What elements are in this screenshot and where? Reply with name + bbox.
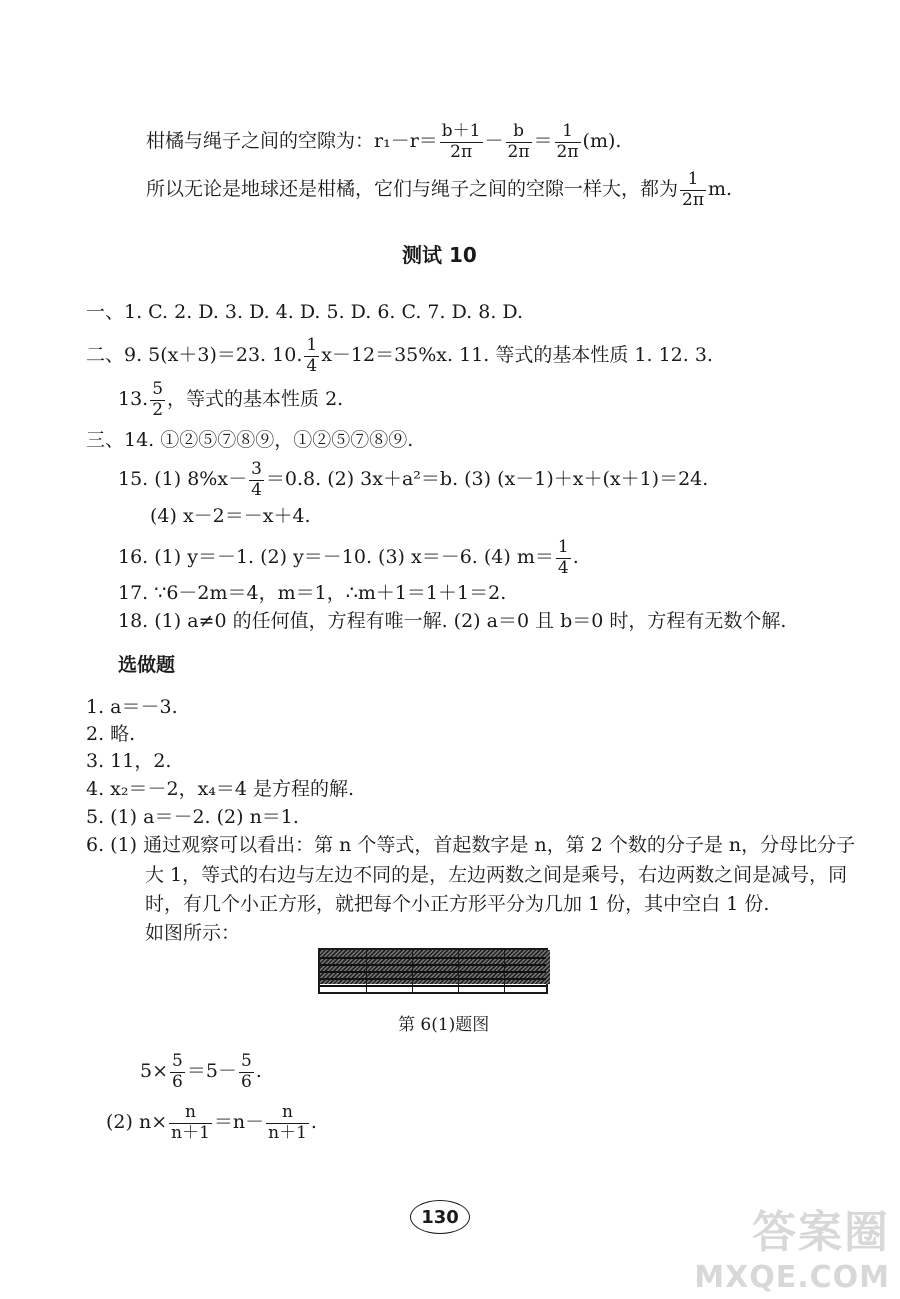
fraction: $\frac{1}{2\pi}$ <box>682 169 705 210</box>
answer-q17: 17. ∵6－2m＝4，m＝1，∴m＋1＝1＋1＝2. <box>118 582 507 604</box>
fraction: $\frac{b+1}{2\pi}$ <box>441 121 481 162</box>
fraction: $\frac{5}{6}$ <box>240 1051 252 1092</box>
shaded-squares-figure <box>318 948 548 994</box>
answer-part2: 二、9. 5(x＋3)＝23. 10. $\frac{1}{4}$ x－12＝35%x. 11. 等式的基本性质 1. 12. 3. <box>86 335 713 376</box>
optional-q4: 4. x₂＝－2，x₄＝4 是方程的解. <box>86 778 355 800</box>
intro-gap-formula: 柑橘与绳子之间的空隙为：r₁－r＝ $\frac{b+1}{2\pi}$ － $\frac{b}{2\pi}$ ＝ $\frac{1}{2\pi}$ (m). <box>146 121 622 162</box>
answer-q14: 三、14. ①②⑤⑦⑧⑨，①②⑤⑦⑧⑨. <box>86 429 414 451</box>
optional-q1: 1. a＝－3. <box>86 696 178 718</box>
optional-q3: 3. 11，2. <box>86 750 172 772</box>
fraction: $\frac{b}{2\pi}$ <box>507 121 530 162</box>
figure-caption: 第 6(1)题图 <box>398 1015 490 1035</box>
optional-q5: 5. (1) a＝－2. (2) n＝1. <box>86 806 299 828</box>
answer-q16: 16. (1) y＝－1. (2) y＝－10. (3) x＝－6. (4) m＝ $\frac{1}{4}$ . <box>118 537 579 578</box>
watermark: 答案圈 MXQE.COM <box>694 1207 890 1295</box>
fraction: $\frac{n}{n+1}$ <box>268 1102 307 1143</box>
fraction: $\frac{3}{4}$ <box>251 459 262 500</box>
answer-q18: 18. (1) a≠0 的任何值，方程有唯一解. (2) a＝0 且 b＝0 时，方程有无数个解. <box>118 610 787 632</box>
intro-conclusion: 所以无论是地球还是柑橘，它们与绳子之间的空隙一样大，都为 $\frac{1}{2\pi}$ m. <box>146 169 733 210</box>
optional-eq1: 5× $\frac{5}{6}$ ＝5－ $\frac{5}{6}$ . <box>140 1051 262 1092</box>
fraction: $\frac{n}{n+1}$ <box>171 1102 210 1143</box>
fraction: $\frac{1}{4}$ <box>557 537 569 578</box>
answer-part1: 一、1. C. 2. D. 3. D. 4. D. 5. D. 6. C. 7. D. 8. D. <box>86 301 523 323</box>
optional-q6-line4: 如图所示： <box>145 922 241 944</box>
answer-q15: 15. (1) 8%x－ $\frac{3}{4}$ ＝0.8. (2) 3x＋a²＝b. (3) (x－1)＋x＋(x＋1)＝24. <box>118 459 709 500</box>
fraction: $\frac{1}{2\pi}$ <box>556 121 579 162</box>
page-number: 130 <box>410 1200 470 1234</box>
fraction: $\frac{1}{4}$ <box>306 335 318 376</box>
section-title: 测试 10 <box>402 243 477 267</box>
answer-q15-4: (4) x－2＝－x＋4. <box>150 505 311 527</box>
answer-q13: 13. $\frac{5}{2}$ ，等式的基本性质 2. <box>118 379 344 420</box>
optional-eq2: (2) n× $\frac{n}{n+1}$ ＝n－ $\frac{n}{n+1}$ . <box>106 1102 317 1143</box>
optional-q6-line3: 时，有几个小正方形，就把每个小正方形平分为几加 1 份，其中空白 1 份. <box>145 893 770 915</box>
optional-q2: 2. 略. <box>86 723 136 745</box>
optional-title: 选做题 <box>118 654 176 676</box>
fraction: $\frac{5}{6}$ <box>172 1051 183 1092</box>
fraction: $\frac{5}{2}$ <box>152 379 164 420</box>
optional-q6-line2: 大 1，等式的右边与左边不同的是，左边两数之间是乘号，右边两数之间是减号，同 <box>145 864 848 886</box>
optional-q6-line1: 6. (1) 通过观察可以看出：第 n 个等式，首起数字是 n，第 2 个数的分子是 n，分母比分子 <box>86 834 856 856</box>
